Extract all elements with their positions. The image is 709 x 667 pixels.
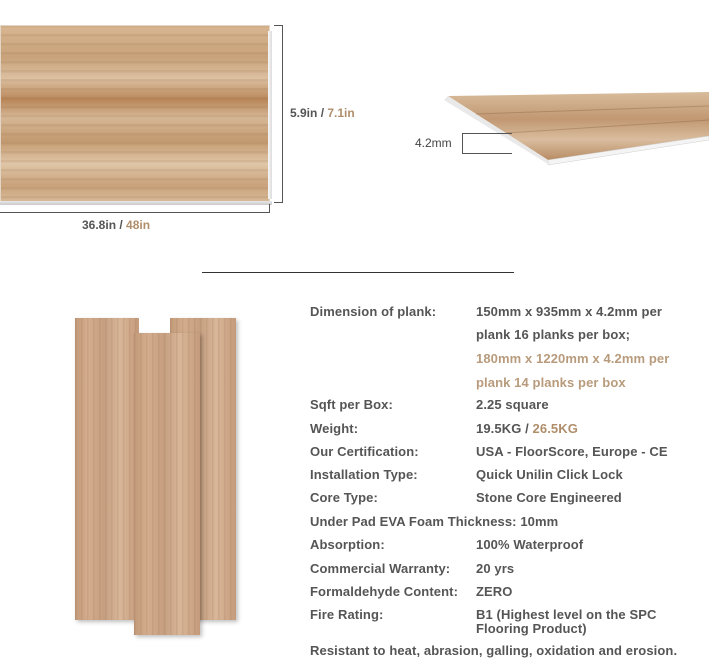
dimension-line-1: 150mm x 935mm x 4.2mm per [476,304,663,319]
length-dimension-label: 36.8in / 48in [82,218,151,232]
dimension-label: Dimension of plank: [310,304,437,319]
thickness-line-top [462,133,512,134]
section-divider [202,272,514,273]
plank-left-image [75,318,139,620]
formaldehyde-value: ZERO [476,584,513,599]
plank-center-image [134,333,200,635]
fire-rating-label: Fire Rating: [310,607,384,622]
absorption-value: 100% Waterproof [476,537,584,552]
weight-value: 19.5KG / 26.5KG [476,421,578,436]
formaldehyde-label: Formaldehyde Content: [310,584,458,599]
dimension-line-4: plank 14 planks per box [476,375,626,390]
plank-notch [139,318,170,333]
thickness-line-vertical [462,133,463,154]
dimension-line-2: plank 16 planks per box; [476,327,631,342]
core-type-value: Stone Core Engineered [476,490,622,505]
height-dimension-label: 5.9in / 7.1in [290,106,355,120]
height-dimension-tick-bottom [274,202,282,203]
plank-top-edge [268,31,272,199]
fire-rating-value-line-2: Flooring Product) [476,621,587,636]
sqft-value: 2.25 square [476,397,549,412]
thickness-label: 4.2mm [415,136,452,150]
underpad-line: Under Pad EVA Foam Thickness: 10mm [310,514,559,529]
weight-label: Weight: [310,421,359,436]
certification-label: Our Certification: [310,444,419,459]
sqft-label: Sqft per Box: [310,397,393,412]
certification-value: USA - FloorScore, Europe - CE [476,444,668,459]
length-dimension-line [0,212,270,213]
height-dimension-tick-top [274,25,282,26]
height-dimension-line [282,25,283,203]
fire-rating-value-line-1: B1 (Highest level on the SPC [476,607,657,622]
dimension-line-3: 180mm x 1220mm x 4.2mm per [476,351,670,366]
installation-label: Installation Type: [310,467,418,482]
plank-top-view-image [0,25,270,203]
plank-perspective-image [436,88,709,168]
absorption-label: Absorption: [310,537,385,552]
core-type-label: Core Type: [310,490,378,505]
length-dimension-tick-right [269,204,270,212]
warranty-value: 20 yrs [476,561,515,576]
plank-bottom-edge [0,201,272,205]
thickness-line-bottom [462,153,512,154]
warranty-label: Commercial Warranty: [310,561,451,576]
installation-value: Quick Unilin Click Lock [476,467,623,482]
footer-resistance-line: Resistant to heat, abrasion, galling, oxidation and erosion. [310,643,678,658]
